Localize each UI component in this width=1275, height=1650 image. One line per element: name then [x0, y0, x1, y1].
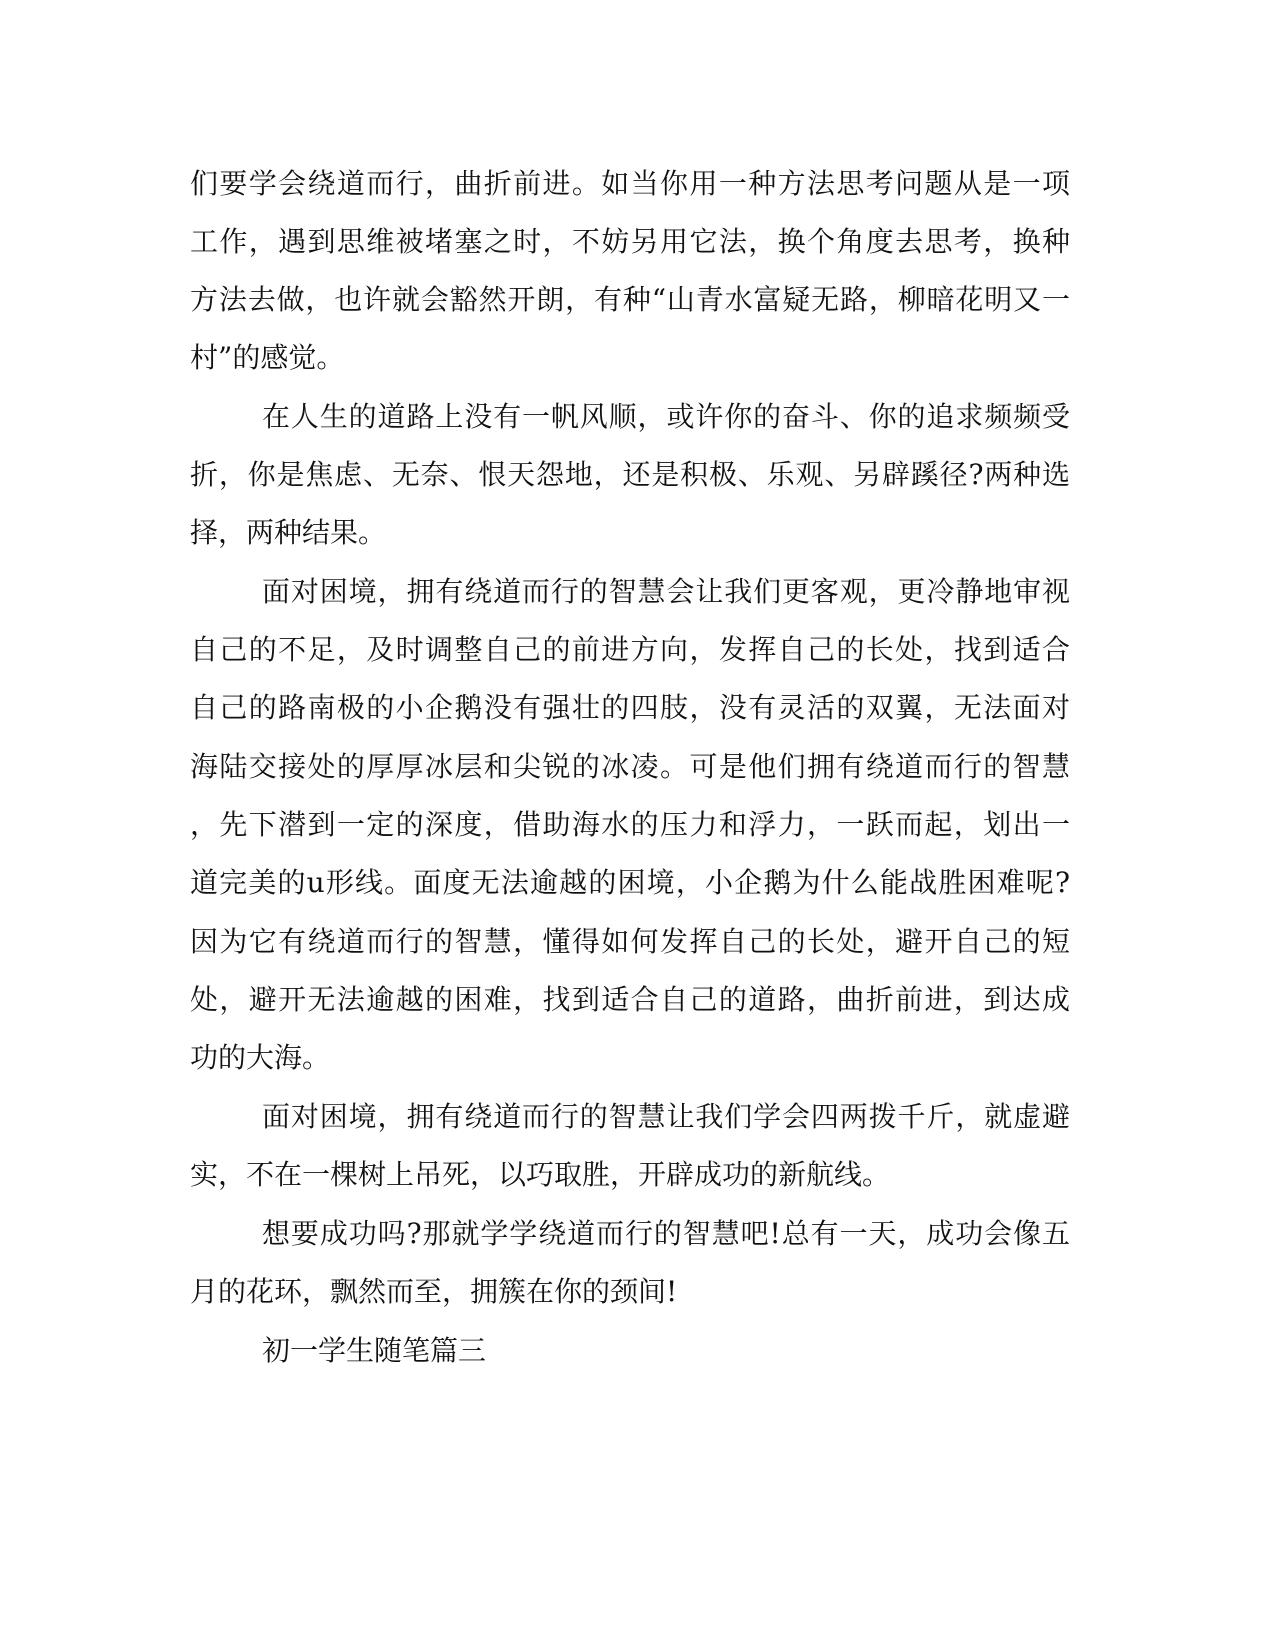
text-line: 自己的路南极的小企鹅没有强壮的四肢，没有灵活的双翼，无法面对 [190, 691, 1070, 724]
text-line: 海陆交接处的厚厚冰层和尖锐的冰凌。可是他们拥有绕道而行的智慧 [190, 750, 1070, 783]
text-line: 们要学会绕道而行，曲折前进。如当你用一种方法思考问题从是一项 [190, 167, 1070, 200]
paragraph-first-line: 在人生的道路上没有一帆风顺，或许你的奋斗、你的追求频频受 [262, 400, 1070, 433]
paragraph-first-line: 面对困境，拥有绕道而行的智慧会让我们更客观，更冷静地审视 [262, 575, 1070, 608]
text-line: 功的大海。 [190, 1041, 331, 1074]
text-line: 自己的不足，及时调整自己的前进方向，发挥自己的长处，找到适合 [190, 633, 1070, 666]
text-line: 因为它有绕道而行的智慧，懂得如何发挥自己的长处，避开自己的短 [190, 925, 1070, 958]
text-line: 工作，遇到思维被堵塞之时，不妨另用它法，换个角度去思考，换种 [190, 225, 1070, 258]
section-heading: 初一学生随笔篇三 [262, 1334, 487, 1367]
text-line: 方法去做，也许就会豁然开朗，有种“山青水富疑无路，柳暗花明又一 [190, 283, 1070, 316]
text-line: ，先下潜到一定的深度，借助海水的压力和浮力，一跃而起，划出一 [190, 808, 1070, 841]
text-line: 村”的感觉。 [190, 341, 345, 374]
text-line: 择，两种结果。 [190, 516, 387, 549]
text-line: 折，你是焦虑、无奈、恨天怨地，还是积极、乐观、另辟蹊径?两种选 [190, 458, 1070, 491]
paragraph-first-line: 面对困境，拥有绕道而行的智慧让我们学会四两拨千斤，就虚避 [262, 1100, 1070, 1133]
text-line: 处，避开无法逾越的困难，找到适合自己的道路，曲折前进，到达成 [190, 983, 1070, 1016]
paragraph-first-line: 想要成功吗?那就学学绕道而行的智慧吧!总有一天，成功会像五 [262, 1217, 1070, 1250]
text-line: 月的花环，飘然而至，拥簇在你的颈间! [190, 1275, 678, 1308]
text-line: 实，不在一棵树上吊死，以巧取胜，开辟成功的新航线。 [190, 1158, 891, 1191]
text-line: 道完美的u形线。面度无法逾越的困境，小企鹅为什么能战胜困难呢? [190, 866, 1070, 899]
